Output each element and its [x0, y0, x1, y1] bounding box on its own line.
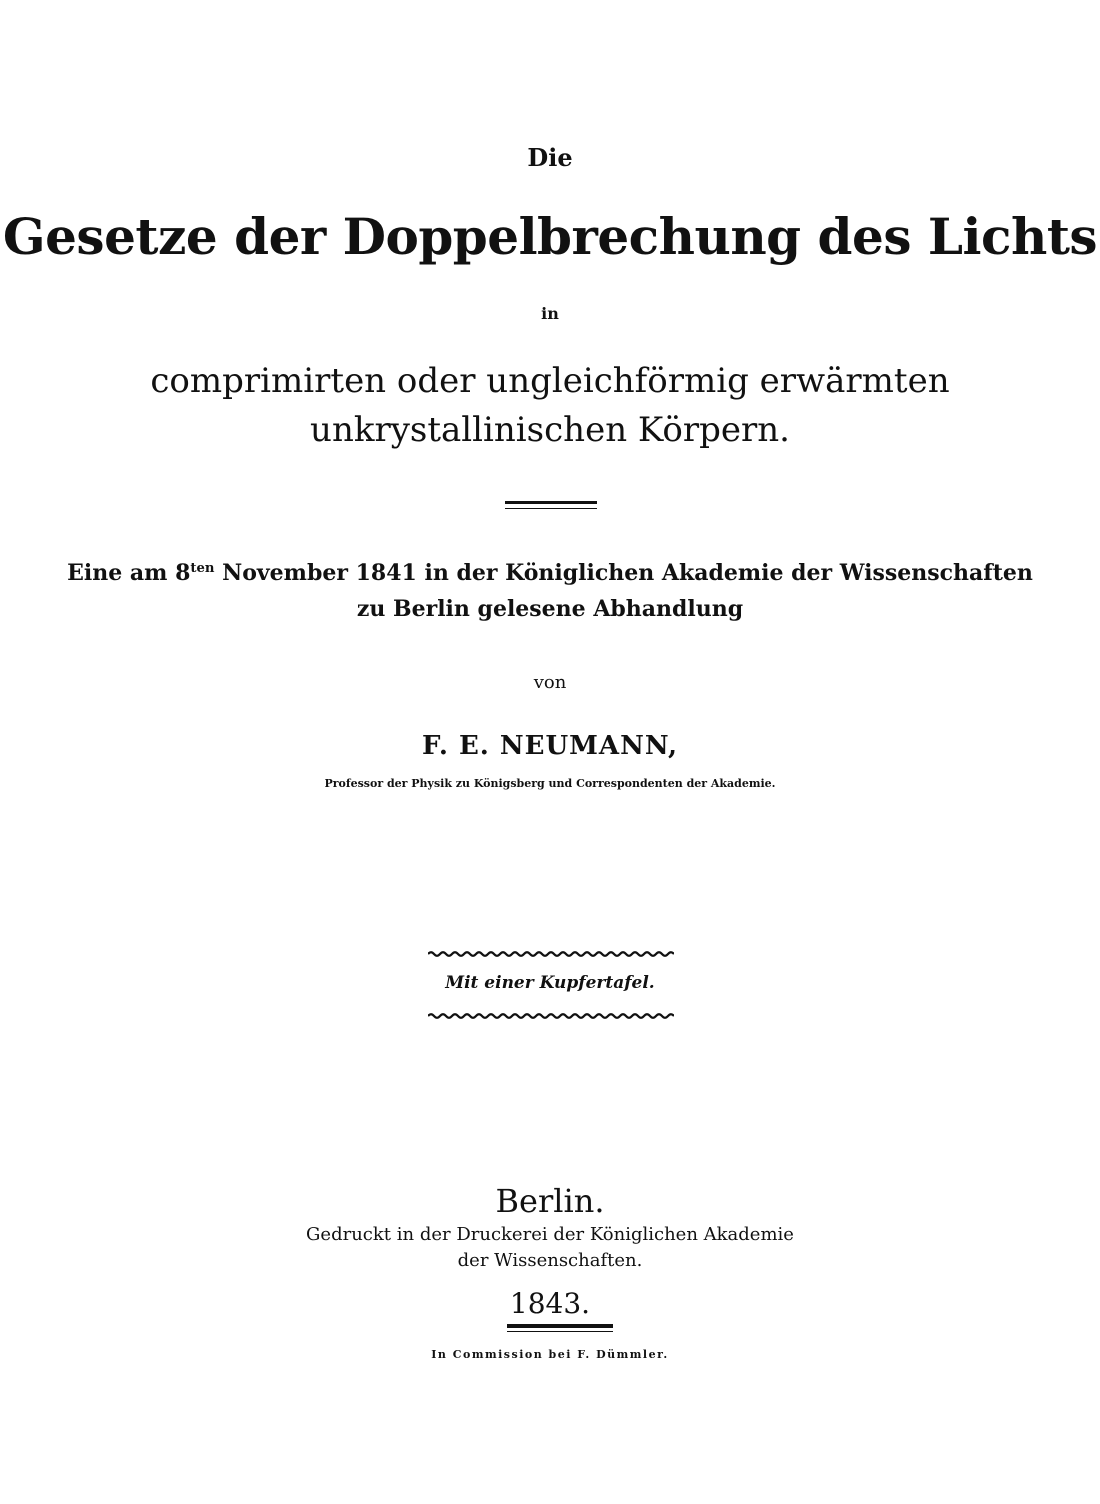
commission-note: In Commission bei F. Dümmler. [431, 1348, 669, 1361]
title-article: Die [527, 143, 573, 172]
publication-year: 1843. [509, 1287, 591, 1320]
publication-city: Berlin. [495, 1182, 605, 1220]
decorative-rule-thin-bottom [507, 1331, 613, 1332]
title-preposition: in [541, 304, 559, 323]
wavy-ornament-top [428, 950, 674, 958]
decorative-rule-thick [505, 501, 597, 504]
plate-note: Mit einer Kupfertafel. [445, 973, 655, 993]
wavy-ornament-bottom [428, 1012, 674, 1020]
description-line-2: zu Berlin gelesene Abhandlung [356, 596, 744, 622]
decorative-rule-thin [505, 508, 597, 509]
ordinal-superscript: ten [190, 561, 215, 577]
by-word: von [533, 672, 567, 693]
decorative-rule-thick-bottom [507, 1324, 613, 1328]
main-title: Gesetze der Doppelbrechung des Lichts [2, 207, 1098, 266]
printer-line-1: Gedruckt in der Druckerei der Königlichen Akademie [306, 1224, 794, 1245]
description-line-1-end: November 1841 in der Königlichen Akademie der Wissenschaften [214, 560, 1033, 586]
author-name: F. E. NEUMANN, [422, 731, 678, 761]
subtitle-line-1: comprimirten oder ungleichförmig erwärmten [150, 361, 950, 401]
description-line-1-start: Eine am 8 [67, 560, 191, 586]
author-affiliation: Professor der Physik zu Königsberg und Correspondenten der Akademie. [324, 777, 776, 790]
description-line-1 [0, 562, 1100, 584]
printer-line-2: der Wissenschaften. [457, 1250, 643, 1271]
subtitle-line-2: unkrystallinischen Körpern. [310, 410, 790, 450]
